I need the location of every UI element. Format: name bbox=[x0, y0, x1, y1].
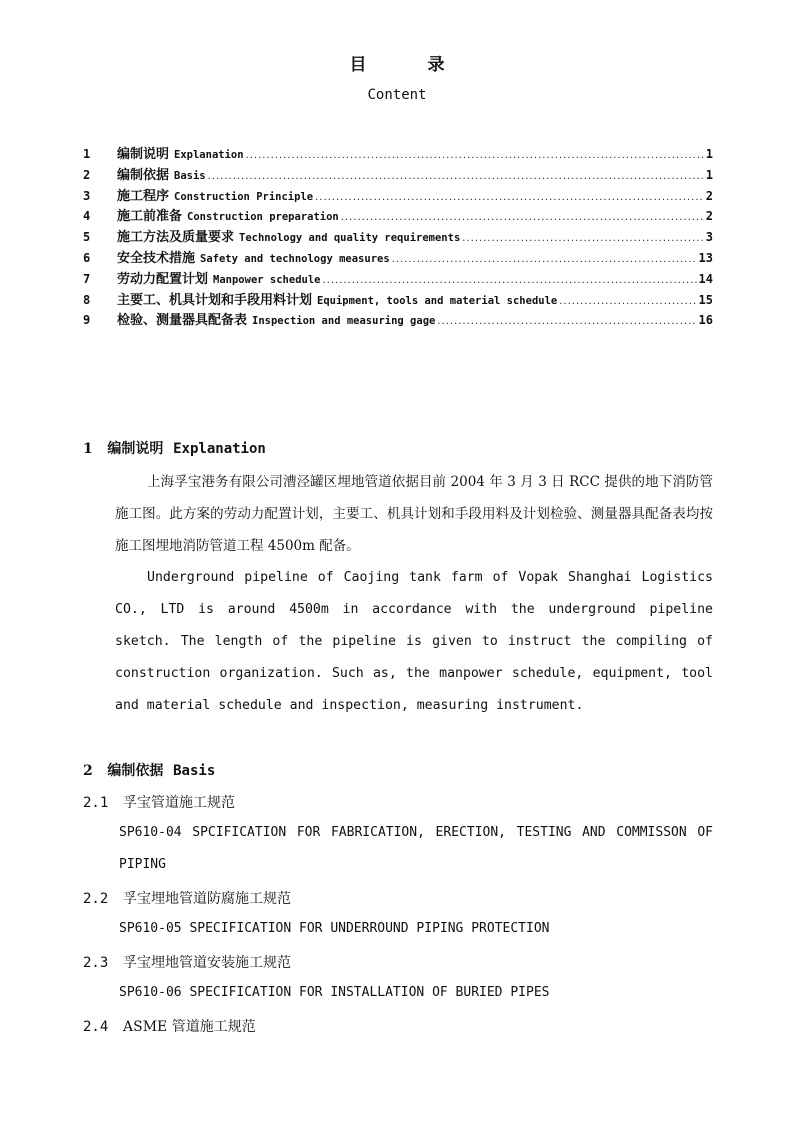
toc-page: 3 bbox=[705, 230, 713, 245]
section-heading-1 bbox=[83, 438, 266, 458]
paragraph-en bbox=[115, 562, 713, 722]
toc-entry[interactable] bbox=[83, 164, 713, 185]
toc-page: 2 bbox=[705, 209, 713, 224]
toc-entry[interactable] bbox=[83, 185, 713, 206]
toc-page: 15 bbox=[698, 292, 713, 307]
toc-entry[interactable] bbox=[83, 143, 713, 164]
toc-title-en: Explanation bbox=[174, 149, 244, 161]
toc-title-en: Manpower schedule bbox=[213, 273, 321, 286]
section-title: 编制依据 bbox=[107, 763, 164, 779]
paragraph-cn-text: 上海孚宝港务有限公司漕泾罐区埋地管道依据目前 2004 年 3 月 3 日 RCC 提供的地下消防管施工图。此方案的劳动力配置计划，主要工、机具计划和手段用料及计划检验、测量器具配备表均按施工图埋地消防管道工程 4500m 配备。 bbox=[115, 474, 713, 554]
toc-page: 14 bbox=[698, 271, 713, 286]
toc-title-en: Basis bbox=[174, 169, 206, 182]
toc-leader bbox=[341, 212, 704, 223]
toc-title: 编制说明 bbox=[117, 147, 170, 162]
toc-title-en: Construction Principle bbox=[174, 190, 314, 203]
toc-title: 安全技术措施 bbox=[117, 250, 196, 266]
toc-title-en: Inspection and measuring gage bbox=[252, 315, 436, 328]
toc-title: 施工前准备 bbox=[117, 209, 183, 225]
toc-leader bbox=[462, 233, 703, 244]
toc-leader bbox=[559, 296, 696, 307]
toc-leader bbox=[246, 150, 704, 161]
toc-title: 检验、测量器具配备表 bbox=[117, 313, 248, 329]
toc-page: 1 bbox=[705, 147, 713, 161]
paragraph-en-text: Underground pipeline of Caojing tank farm of Vopak Shanghai Logistics CO., LTD is around 4500m in accordance with the underground pipeline sketch. The length of the pipeline is given to instruct the compiling of construction organization. Such as, the manpower schedule, equipment, tool and material schedule and inspection, measuring instrument. bbox=[115, 570, 713, 713]
toc-title-en: Construction preparation bbox=[187, 211, 339, 224]
section-number: 2 bbox=[83, 763, 93, 779]
toc-page: 16 bbox=[698, 313, 713, 328]
toc-number: 6 bbox=[83, 250, 91, 265]
toc-title-en: Technology and quality requirements bbox=[239, 232, 461, 245]
toc-title: 主要工、机具计划和手段用料计划 bbox=[117, 292, 313, 308]
toc-number: 4 bbox=[83, 209, 91, 224]
page-title: 目 录 bbox=[349, 55, 467, 75]
toc-entry[interactable] bbox=[83, 205, 713, 226]
subsection-number: 2.4 bbox=[83, 1019, 109, 1035]
section-title: 编制说明 bbox=[107, 441, 164, 457]
section-heading-2 bbox=[83, 760, 215, 780]
toc-title: 劳动力配置计划 bbox=[117, 271, 209, 287]
paragraph-cn bbox=[115, 466, 713, 562]
toc-number: 9 bbox=[83, 313, 91, 328]
toc-number: 3 bbox=[83, 188, 91, 203]
subsection-number: 2.2 bbox=[83, 891, 109, 907]
toc-title: 施工程序 bbox=[117, 188, 170, 204]
toc-leader bbox=[208, 171, 704, 182]
spec-reference: SP610-06 SPECIFICATION FOR INSTALLATION OF BURIED PIPES bbox=[119, 985, 550, 1000]
toc-title: 编制依据 bbox=[117, 167, 170, 183]
spec-reference: SP610-04 SPCIFICATION FOR FABRICATION, ERECTION, TESTING AND COMMISSON OF PIPING bbox=[119, 825, 713, 872]
subsection-number: 2.1 bbox=[83, 795, 109, 811]
toc-number: 2 bbox=[83, 167, 91, 182]
subsection-number: 2.3 bbox=[83, 955, 109, 971]
toc-entry[interactable] bbox=[83, 268, 713, 289]
toc-leader bbox=[315, 192, 704, 203]
subsection-heading bbox=[83, 1016, 256, 1036]
section-title-en: Explanation bbox=[173, 441, 266, 457]
toc-page: 13 bbox=[698, 250, 713, 265]
subsection-heading bbox=[83, 888, 291, 908]
toc-entry[interactable] bbox=[83, 247, 713, 268]
toc-page: 1 bbox=[705, 167, 713, 182]
toc-entry[interactable] bbox=[83, 309, 713, 330]
toc-entry[interactable] bbox=[83, 226, 713, 247]
toc-page: 2 bbox=[705, 188, 713, 203]
toc-leader bbox=[392, 254, 697, 265]
subsection-title: 孚宝埋地管道安装施工规范 bbox=[123, 955, 291, 971]
toc-leader bbox=[437, 316, 696, 327]
page-subtitle: Content bbox=[367, 87, 427, 103]
toc-entry[interactable] bbox=[83, 289, 713, 310]
subsection-title: 孚宝埋地管道防腐施工规范 bbox=[123, 891, 291, 907]
toc-title: 施工方法及质量要求 bbox=[117, 230, 235, 246]
toc-number: 1 bbox=[83, 147, 91, 161]
spec-reference: SP610-05 SPECIFICATION FOR UNDERROUND PIPING PROTECTION bbox=[119, 921, 550, 936]
toc-number: 7 bbox=[83, 271, 91, 286]
toc-number: 5 bbox=[83, 230, 91, 245]
section-number: 1 bbox=[83, 441, 93, 457]
subsection-title: 孚宝管道施工规范 bbox=[123, 795, 235, 811]
subsection-heading bbox=[83, 792, 235, 812]
section-title-en: Basis bbox=[173, 763, 216, 779]
subsection-heading bbox=[83, 952, 291, 972]
toc-number: 8 bbox=[83, 292, 91, 307]
table-of-contents bbox=[83, 143, 713, 330]
toc-title-en: Equipment, tools and material schedule bbox=[317, 294, 558, 307]
subsection-title: ASME 管道施工规范 bbox=[123, 1019, 256, 1035]
toc-leader bbox=[322, 275, 696, 286]
toc-title-en: Safety and technology measures bbox=[200, 252, 390, 265]
